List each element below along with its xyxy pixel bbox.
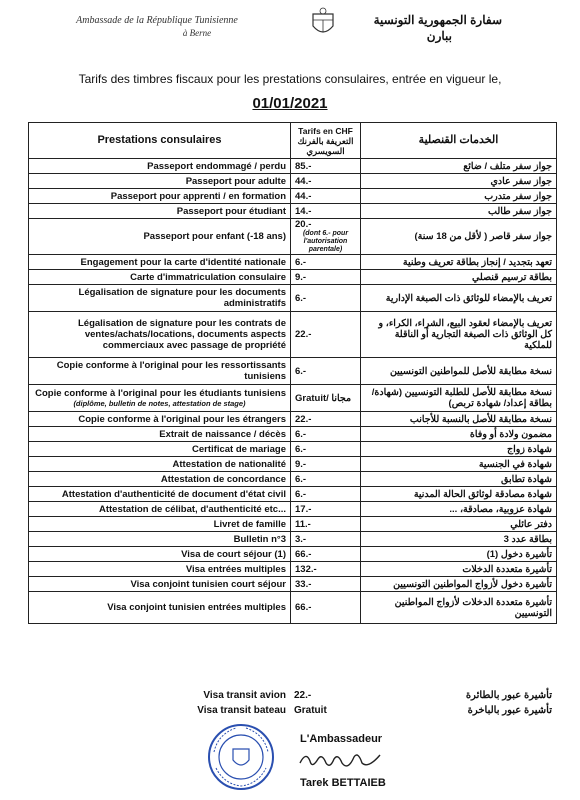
service-fr bbox=[29, 547, 291, 562]
effective-date: 01/01/2021 bbox=[252, 95, 328, 112]
service-fr bbox=[29, 442, 291, 457]
price-chf bbox=[291, 219, 361, 255]
service-fr bbox=[29, 204, 291, 219]
service-ar: تعهد بتجديد / إنجاز بطاقة تعريف وطنية bbox=[361, 255, 557, 270]
table-row bbox=[29, 159, 557, 174]
table-row bbox=[29, 427, 557, 442]
service-fr-label: Engagement pour la carte d'identité nationale bbox=[80, 256, 286, 268]
header-services-fr: Prestations consulaires bbox=[29, 123, 291, 159]
coat-of-arms-emblem bbox=[308, 6, 338, 40]
table-header-row bbox=[29, 123, 557, 159]
service-fr-label: Passeport pour enfant (-18 ans) bbox=[143, 231, 286, 242]
service-ar: تأشيرة متعددة الدخلات bbox=[361, 562, 557, 577]
service-fr bbox=[29, 532, 291, 547]
price-chf bbox=[291, 385, 361, 412]
transit-price: Gratuit bbox=[294, 704, 327, 716]
signoff-title: L'Ambassadeur bbox=[300, 733, 383, 745]
table-row bbox=[29, 532, 557, 547]
service-ar: شهادة تطابق bbox=[361, 472, 557, 487]
service-fr-label: Passeport endommagé / perdu bbox=[147, 160, 286, 172]
service-fr bbox=[29, 255, 291, 270]
price-value: 9.- bbox=[295, 458, 307, 470]
table-row bbox=[29, 487, 557, 502]
price-chf bbox=[291, 517, 361, 532]
service-ar: جواز سفر متلف / ضائع bbox=[361, 159, 557, 174]
header-services-ar: الخدمات القنصلية bbox=[361, 123, 557, 159]
service-fr-label: Passeport pour apprenti / en formation bbox=[110, 190, 286, 202]
price-value: 6.- bbox=[295, 256, 307, 268]
service-fr-label: Certificat de mariage bbox=[192, 443, 286, 455]
embassy-city-ar: ببارن bbox=[426, 29, 452, 43]
embassy-header-ar bbox=[374, 12, 502, 44]
price-value: 11.- bbox=[295, 518, 311, 530]
embassy-name-fr: Ambassade de la République Tunisienne bbox=[76, 15, 238, 26]
service-fr-label: Extrait de naissance / décès bbox=[159, 428, 286, 440]
transit-visa-rows bbox=[28, 688, 556, 718]
service-fr-label: Visa conjoint tunisien entrées multiples bbox=[107, 602, 286, 613]
price-chf bbox=[291, 270, 361, 285]
service-fr bbox=[29, 385, 291, 412]
transit-fr: Visa transit bateau bbox=[197, 704, 286, 716]
header-price-ar: التعريفة بالفرنك السويسري bbox=[297, 135, 354, 156]
price-value: Gratuit/ مجانا bbox=[295, 392, 352, 404]
tariff-table bbox=[28, 122, 557, 624]
price-chf bbox=[291, 255, 361, 270]
service-ar: نسخة مطابقة للأصل للطلبة التونسيين (شهادة/ بطاقة إعداد/ شهادة تربص) bbox=[361, 385, 557, 412]
service-ar: بطاقة عدد 3 bbox=[361, 532, 557, 547]
service-fr-label: Visa conjoint tunisien court séjour bbox=[130, 578, 286, 590]
price-chf bbox=[291, 457, 361, 472]
service-ar: جواز سفر متدرب bbox=[361, 189, 557, 204]
service-fr-note: (diplôme, bulletin de notes, attestation de stage) bbox=[73, 399, 246, 408]
price-value: 44.- bbox=[295, 175, 312, 187]
table-row bbox=[29, 547, 557, 562]
service-ar: بطاقة ترسيم قنصلي bbox=[361, 270, 557, 285]
price-value: 66.- bbox=[295, 548, 312, 560]
signer-name: Tarek BETTAIEB bbox=[300, 777, 386, 789]
table-row bbox=[29, 517, 557, 532]
service-ar: مضمون ولادة أو وفاة bbox=[361, 427, 557, 442]
service-fr-label: Légalisation de signature pour les documents administratifs bbox=[78, 287, 286, 309]
service-fr-label: Copie conforme à l'original pour les étrangers bbox=[78, 413, 286, 425]
service-ar: جواز سفر عادي bbox=[361, 174, 557, 189]
table-row bbox=[29, 385, 557, 412]
service-fr bbox=[29, 502, 291, 517]
table-row bbox=[29, 219, 557, 255]
price-value: 85.- bbox=[295, 160, 312, 172]
price-chf bbox=[291, 562, 361, 577]
table-row bbox=[29, 592, 557, 624]
price-chf bbox=[291, 532, 361, 547]
price-chf bbox=[291, 189, 361, 204]
embassy-city-fr: à Berne bbox=[182, 28, 212, 38]
service-ar: نسخة مطابقة للأصل بالنسبة للأجانب bbox=[361, 412, 557, 427]
service-ar: تأشيرة دخول (1) bbox=[361, 547, 557, 562]
table-row bbox=[29, 174, 557, 189]
table-row bbox=[29, 562, 557, 577]
price-chf bbox=[291, 547, 361, 562]
table-row bbox=[29, 442, 557, 457]
price-value: 44.- bbox=[295, 190, 312, 202]
price-value: 20.- bbox=[295, 219, 312, 230]
price-chf bbox=[291, 174, 361, 189]
table-row bbox=[29, 358, 557, 385]
price-chf bbox=[291, 442, 361, 457]
service-fr-label: Carte d'immatriculation consulaire bbox=[130, 271, 286, 283]
service-fr bbox=[29, 517, 291, 532]
service-fr bbox=[29, 457, 291, 472]
price-note: (dont 6.- pour l'autorisation parentale) bbox=[302, 230, 349, 253]
price-chf bbox=[291, 592, 361, 624]
service-fr bbox=[29, 577, 291, 592]
embassy-name-ar: سفارة الجمهورية التونسية bbox=[373, 13, 502, 27]
service-fr-label: Visa de court séjour (1) bbox=[181, 548, 286, 560]
service-fr-label: Copie conforme à l'original pour les ressortissants tunisiens bbox=[56, 360, 286, 382]
service-fr bbox=[29, 270, 291, 285]
service-fr bbox=[29, 159, 291, 174]
table-row bbox=[29, 270, 557, 285]
price-chf bbox=[291, 427, 361, 442]
service-fr-label: Attestation de célibat, d'authenticité etc... bbox=[98, 503, 286, 515]
table-row bbox=[29, 412, 557, 427]
transit-fr: Visa transit avion bbox=[203, 689, 286, 701]
price-value: 3.- bbox=[295, 533, 307, 545]
header-price bbox=[291, 123, 361, 159]
service-ar: شهادة في الجنسية bbox=[361, 457, 557, 472]
service-fr bbox=[29, 412, 291, 427]
service-fr-label: Attestation d'authenticité de document d'état civil bbox=[61, 488, 286, 500]
price-value: 6.- bbox=[295, 365, 307, 377]
price-value: 132.- bbox=[295, 563, 317, 575]
service-fr-label: Attestation de concordance bbox=[160, 473, 286, 485]
service-fr bbox=[29, 312, 291, 358]
price-value: 6.- bbox=[295, 488, 307, 500]
transit-price: 22.- bbox=[294, 689, 312, 701]
service-fr bbox=[29, 285, 291, 312]
price-chf bbox=[291, 312, 361, 358]
service-fr-label: Bulletin n°3 bbox=[233, 533, 286, 545]
service-fr-label: Livret de famille bbox=[213, 518, 286, 530]
service-fr bbox=[29, 562, 291, 577]
price-value: 6.- bbox=[295, 443, 307, 455]
service-fr bbox=[29, 189, 291, 204]
service-ar: جواز سفر طالب bbox=[361, 204, 557, 219]
service-ar: شهادة عزوبية، مصادقة، ... bbox=[361, 502, 557, 517]
price-chf bbox=[291, 472, 361, 487]
price-chf bbox=[291, 358, 361, 385]
service-ar: تأشيرة متعددة الدخلات لأزواج المواطنين التونسيين bbox=[361, 592, 557, 624]
table-row bbox=[29, 189, 557, 204]
table-row bbox=[29, 255, 557, 270]
price-value: 22.- bbox=[295, 329, 312, 340]
table-row bbox=[29, 457, 557, 472]
price-chf bbox=[291, 487, 361, 502]
table-row bbox=[29, 312, 557, 358]
price-value: 6.- bbox=[295, 428, 307, 440]
embassy-stamp bbox=[206, 722, 276, 792]
header-price-fr: Tarifs en CHF bbox=[298, 125, 353, 136]
document-title: Tarifs des timbres fiscaux pour les prestations consulaires, entrée en vigueur le, bbox=[78, 72, 502, 86]
service-fr bbox=[29, 219, 291, 255]
service-fr-label: Passeport pour adulte bbox=[185, 175, 286, 187]
price-chf bbox=[291, 159, 361, 174]
service-fr bbox=[29, 358, 291, 385]
price-chf bbox=[291, 204, 361, 219]
transit-row bbox=[28, 703, 556, 718]
price-value: 66.- bbox=[295, 602, 312, 613]
price-value: 6.- bbox=[295, 292, 307, 304]
service-ar: جواز سفر قاصر ( لأقل من 18 سنة) bbox=[361, 219, 557, 255]
price-chf bbox=[291, 285, 361, 312]
price-value: 33.- bbox=[295, 578, 312, 590]
service-fr-label: Légalisation de signature pour les contrats de ventes/achats/locations, documents aspects commerciaux avec passage de propriété bbox=[78, 318, 286, 351]
service-fr-label: Passeport pour étudiant bbox=[176, 205, 286, 217]
table-row bbox=[29, 502, 557, 517]
table-row bbox=[29, 472, 557, 487]
price-value: 17.- bbox=[295, 503, 312, 515]
service-fr-label: Copie conforme à l'original pour les étudiants tunisiens bbox=[35, 388, 286, 399]
service-fr bbox=[29, 487, 291, 502]
table-row bbox=[29, 285, 557, 312]
service-ar: نسخة مطابقة للأصل للمواطنين التونسيين bbox=[361, 358, 557, 385]
service-ar: تعريف بالإمضاء للوثائق ذات الصبغة الإدارية bbox=[361, 285, 557, 312]
price-chf bbox=[291, 577, 361, 592]
table-row bbox=[29, 204, 557, 219]
service-fr bbox=[29, 174, 291, 189]
service-fr bbox=[29, 592, 291, 624]
price-chf bbox=[291, 412, 361, 427]
price-chf bbox=[291, 502, 361, 517]
price-value: 9.- bbox=[295, 271, 307, 283]
price-value: 22.- bbox=[295, 413, 312, 425]
service-ar: شهادة زواج bbox=[361, 442, 557, 457]
table-row bbox=[29, 577, 557, 592]
transit-ar: تأشيرة عبور بالطائرة bbox=[465, 689, 552, 701]
embassy-header-fr bbox=[62, 14, 252, 40]
service-ar: تعريف بالإمضاء لعقود البيع، الشراء، الكراء، و كل الوثائق ذات الصبغة التجارية أو الناقلة للملكية bbox=[361, 312, 557, 358]
service-fr-label: Visa entrées multiples bbox=[185, 563, 286, 575]
service-ar: شهادة مصادقة لوثائق الحالة المدنية bbox=[361, 487, 557, 502]
service-fr bbox=[29, 427, 291, 442]
service-ar: تأشيرة دخول لأزواج المواطنين التونسيين bbox=[361, 577, 557, 592]
service-fr bbox=[29, 472, 291, 487]
handwritten-signature bbox=[296, 745, 386, 775]
transit-row bbox=[28, 688, 556, 703]
transit-ar: تأشيرة عبور بالباخرة bbox=[467, 704, 552, 716]
service-fr-label: Attestation de nationalité bbox=[172, 458, 286, 470]
price-value: 14.- bbox=[295, 205, 312, 217]
service-ar: دفتر عائلي bbox=[361, 517, 557, 532]
price-value: 6.- bbox=[295, 473, 307, 485]
